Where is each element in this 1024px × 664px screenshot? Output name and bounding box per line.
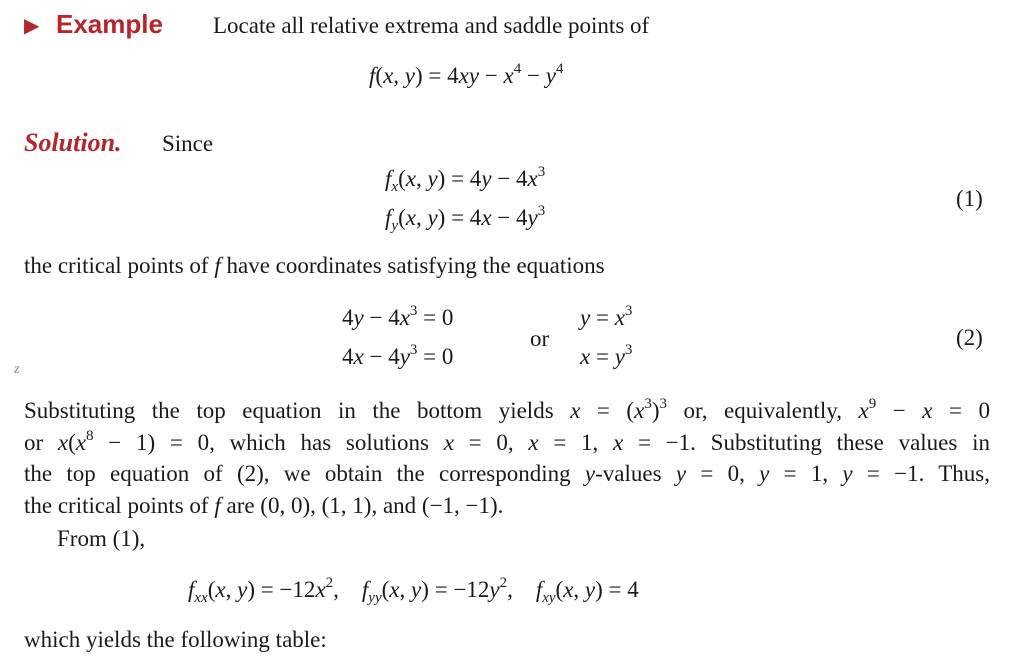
eq2-left2: $4x - 4y^3 = 0$	[342, 342, 454, 369]
solution-text: Since	[162, 131, 214, 156]
para-line-1: Substituting the top equation in the bottom yields $x = (x^3)^3$ or, equivalently, $x^9 - x = 0$	[24, 396, 990, 423]
solution-label: Solution.	[24, 128, 122, 157]
substitution-paragraph	[24, 395, 990, 521]
example-text: Locate all relative extrema and saddle points of	[213, 13, 650, 38]
example-label: Example	[56, 9, 163, 39]
eq2-left1: $4y - 4x^3 = 0$	[342, 303, 454, 330]
table-text: which yields the following table:	[24, 627, 327, 652]
para-line-3: the top equation of (2), we obtain the corresponding y-values y = 0, y = 1, y = −1. Thus,	[24, 461, 990, 486]
eq2-right1: $y = x^3$	[580, 303, 633, 330]
eq2-right2: $x = y^3$	[580, 342, 633, 369]
eq2-number: (2)	[956, 325, 983, 350]
second-derivatives: $f_{xx}(x$, $y) = -12x^2$, $f_{yy}(x$, $y) = -12y^2$, $f_{xy}(x$, y) = 4	[188, 575, 639, 606]
eq1-number: (1)	[956, 186, 983, 211]
equation-f: f(x, $y) = 4xy - x^4 - y^4$	[369, 61, 564, 88]
from-text: From (1),	[57, 526, 146, 551]
eq1-line2: $f_y(x$, $y) = 4x - 4y^3$	[385, 203, 546, 234]
eq2-or: or	[530, 326, 550, 351]
stray-mark: z	[14, 362, 20, 377]
example-arrow-icon: ▶	[24, 13, 40, 37]
critical-text: the critical points of f have coordinates satisfying the equations	[24, 253, 605, 278]
eq1-line1: $f_x(x$, $y) = 4y - 4x^3$	[385, 164, 546, 195]
para-line-4: the critical points of f are (0, 0), (1, 1), and (−1, −1).	[24, 492, 504, 518]
para-line-2: or $x(x^8 - 1) = 0$, which has solutions x = 0, x = 1, x = −1. Substituting these values in	[24, 427, 990, 455]
